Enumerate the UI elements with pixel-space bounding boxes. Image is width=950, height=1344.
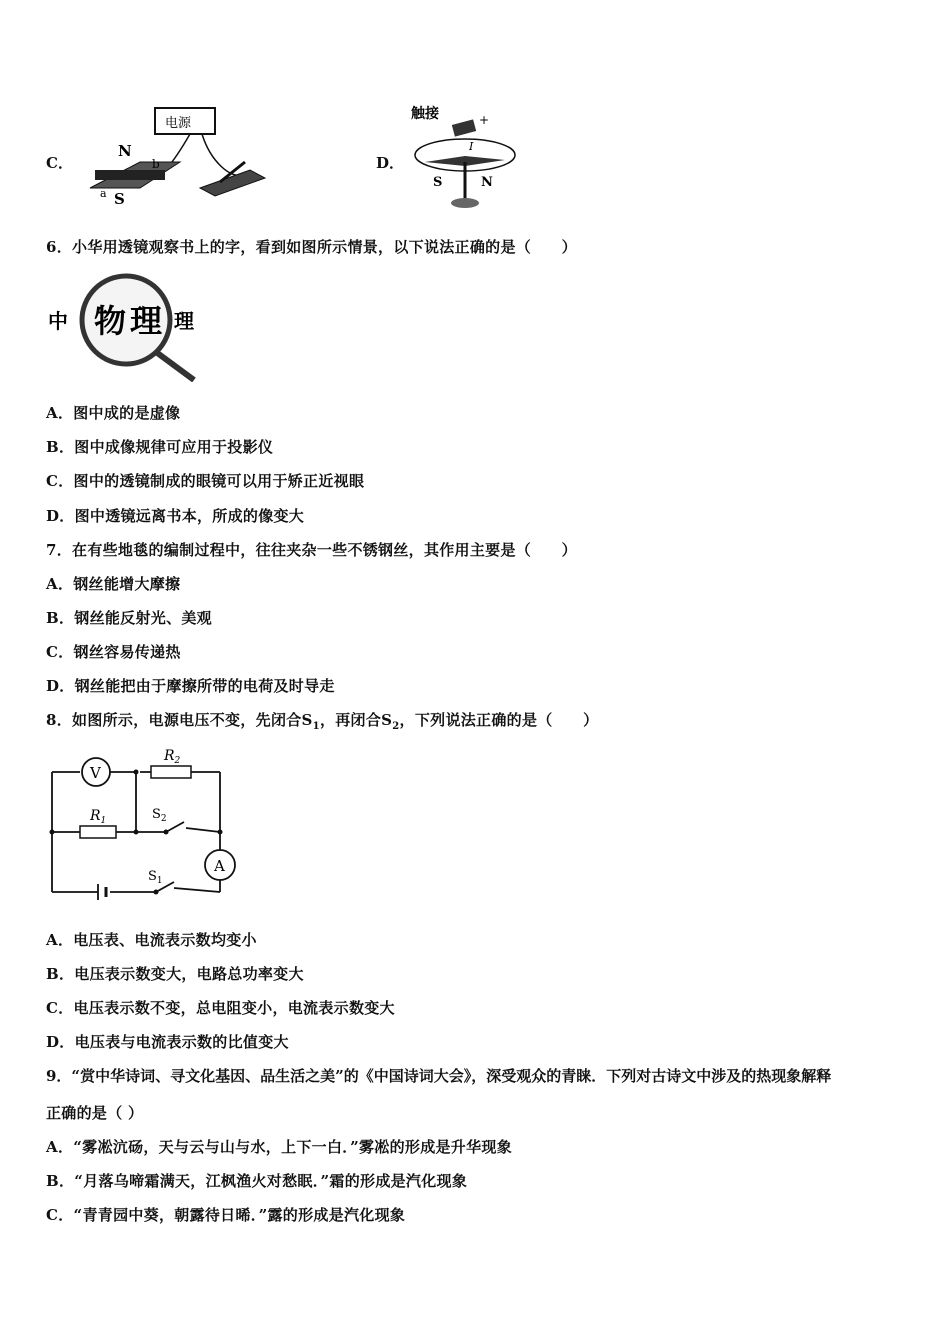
south-label: S	[114, 190, 125, 208]
q5-option-c-label: C．	[46, 154, 73, 172]
q9-stem-line1: 9．“赏中华诗词、寻文化基因、品生活之美”的《中国诗词大会》，深受观众的青睐．下列对古诗文中涉及的热现象解释	[46, 1067, 832, 1085]
q5-option-c-figure	[80, 100, 280, 210]
char-left: 中	[48, 309, 68, 333]
q6-option-d: D．图中透镜远离书本，所成的像变大	[46, 507, 305, 525]
north-label: N	[118, 142, 132, 160]
s-label: S	[433, 175, 443, 190]
q9-stem-line2: 正确的是（ ）	[46, 1104, 144, 1122]
b-label: b	[152, 157, 160, 171]
q8-circuit-diagram	[46, 742, 246, 910]
q6-stem: 6．小华用透镜观察书上的字，看到如图所示情景，以下说法正确的是（ ）	[46, 238, 577, 256]
r1-label: $R_1$	[90, 808, 107, 826]
q6-option-b: B．图中成像规律可应用于投影仪	[46, 438, 274, 456]
q7-option-b: B．钢丝能反射光、美观	[46, 609, 212, 627]
r1-resistor	[80, 826, 116, 838]
q9-option-a: A．“雾凇沆砀，天与云与山与水，上下一白．”雾凇的形成是升华现象	[46, 1138, 512, 1156]
q9-option-c: C．“青青园中葵，朝露待日晞．”露的形成是汽化现象	[46, 1206, 406, 1224]
char-magnified-1: 物	[94, 302, 127, 340]
q7-option-c: C．钢丝容易传递热	[46, 643, 181, 661]
q6-option-c: C．图中的透镜制成的眼镜可以用于矫正近视眼	[46, 472, 365, 490]
wire	[202, 134, 245, 176]
q5-option-d-figure	[405, 100, 525, 215]
magnifier-handle	[156, 352, 194, 380]
q7-option-a: A．钢丝能增大摩擦	[46, 575, 181, 593]
compass-base	[451, 198, 479, 208]
s2-label: $S_2$	[152, 807, 167, 824]
power-source-label: 电源	[165, 116, 192, 131]
q6-magnifier-figure	[46, 270, 206, 382]
q8-option-b: B．电压表示数变大，电路总功率变大	[46, 965, 304, 983]
q5-option-d-label: D．	[376, 154, 405, 172]
q7-stem: 7．在有些地毯的编制过程中，往往夹杂一些不锈钢丝，其作用主要是（ ）	[46, 541, 577, 559]
n-label: N	[481, 175, 493, 190]
battery	[452, 119, 476, 136]
q6-option-a: A．图中成的是虚像	[46, 404, 181, 422]
q8-option-a: A．电压表、电流表示数均变小	[46, 931, 257, 949]
ammeter-label: A	[214, 857, 225, 875]
s1-label: $S_1$	[148, 869, 163, 886]
r2-label: $R_2$	[164, 748, 181, 766]
s2-blade	[166, 822, 184, 832]
r2-resistor	[151, 766, 191, 778]
q8-option-c: C．电压表示数不变，总电阻变小，电流表示数变大	[46, 999, 395, 1017]
q8-option-d: D．电压表与电流表示数的比值变大	[46, 1033, 289, 1051]
magnet-bar	[95, 170, 165, 180]
plus-label: +	[479, 113, 490, 127]
char-magnified-2: 理	[130, 302, 163, 340]
touch-label: 触接	[411, 106, 439, 122]
voltmeter-label: V	[90, 764, 101, 782]
q8-stem: 8．如图所示，电源电压不变，先闭合$S_1$，再闭合$S_2$，下列说法正确的是（ ）	[46, 711, 599, 732]
q9-option-b: B．“月落乌啼霜满天，江枫渔火对愁眠．”霜的形成是汽化现象	[46, 1172, 468, 1190]
char-right: 理	[174, 309, 194, 333]
a-label: a	[100, 187, 107, 200]
current-label: I	[469, 140, 474, 153]
q7-option-d: D．钢丝能把由于摩擦所带的电荷及时导走	[46, 677, 335, 695]
